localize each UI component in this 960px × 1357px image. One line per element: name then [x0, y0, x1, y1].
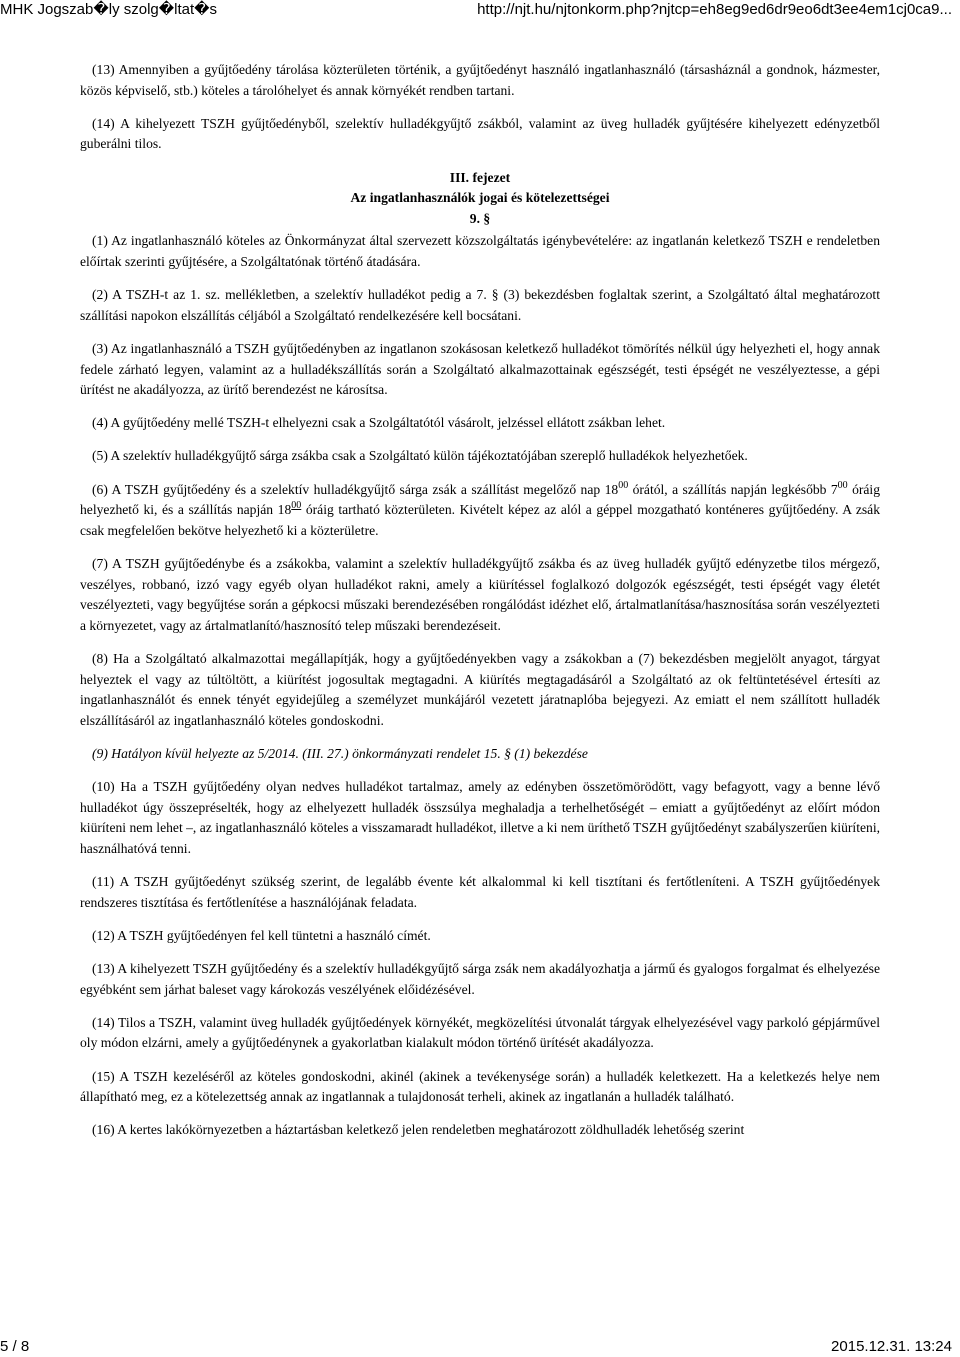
section-paragraph-1: (1) Az ingatlanhasználó köteles az Önkormányzat által szervezett közszolgáltatás igénybevételére: az ingatlanán keletkező TSZH e rendeletben előírtak szerinti gyűjtésére, a Szolgáltatónak történő átadására.	[80, 233, 880, 269]
s6-sup-3: 00	[291, 500, 302, 512]
section-paragraph-3: (3) Az ingatlanhasználó a TSZH gyűjtőedényben az ingatlanon szokásosan keletkező hulladékot tömörítés nélkül úgy helyezheti el, hogy annak fedele zárható legyen, valamint az a hulladékszállítás során a Szolgáltató alkalmazottainak egészségét, testi épségét ne veszélyeztesse, a gépi ürítést ne akadályozza, az ürítő berendezést ne károsítsa.	[80, 340, 880, 398]
section-paragraph-2: (2) A TSZH-t az 1. sz. mellékletben, a szelektív hulladékot pedig a 7. § (3) bekezdésben foglaltak szerint, a Szolgáltató által meghatározott szállítási napokon elszállítás céljából a Szolgáltató rendelkezésére kell bocsátani.	[80, 287, 880, 323]
print-timestamp: 2015.12.31. 13:24	[831, 1338, 952, 1355]
page-footer	[0, 1337, 960, 1357]
section-paragraph-13: (13) A kihelyezett TSZH gyűjtőedény és a szelektív hulladékgyűjtő sárga zsák nem akadályozhatja a jármű és gyalogos forgalmat és elhelyezése egyébként sem járhat baleset vagy károkozás veszélyének előidézésével.	[80, 961, 880, 997]
site-title: MHK Jogszab�ly szolg�ltat�s	[0, 1, 218, 18]
section-paragraph-11: (11) A TSZH gyűjtőedényt szükség szerint, de legalább évente két alkalommal ki kell tisztítani és fertőtleníteni. A TSZH gyűjtőedények rendszeres tisztítása és fertőtlenítése a használójának feladata.	[80, 874, 880, 910]
document-body	[80, 60, 880, 1154]
paragraph-14: (14) A kihelyezett TSZH gyűjtőedényből, szelektív hulladékgyűjtő zsákból, valamint az üveg hulladék gyűjtésére kihelyezett edényzetből guberálni tilos.	[80, 115, 880, 152]
section-paragraph-7: (7) A TSZH gyűjtőedénybe és a zsákokba, valamint a szelektív hulladékgyűjtő zsákba és az üveg hulladék gyűjtő edényzetbe tilos mérgező, veszélyes, robbanó, izzó vagy egyéb olyan hulladékot rakni, amely a kiürítéssel foglalkozó dolgozók egészségét, testi épségét vagy életét veszélyezteti, vagy begyűjtése során a gépkocsi műszaki berendezésében rongálódást idézhet elő, ártalmatlanítása/hasznosítása során veszélyezteti a környezetet, vagy az ártalmatlanító/hasznosító telep műszaki berendezéseit.	[80, 556, 880, 633]
s6-sup-2: 00	[837, 479, 848, 491]
s6-text-a: (6) A TSZH gyűjtőedény és a szelektív hulladékgyűjtő sárga zsák a szállítást megelőző nap 18	[92, 481, 619, 497]
section-paragraph-12: (12) A TSZH gyűjtőedényen fel kell tüntetni a használó címét.	[92, 927, 431, 943]
s6-text-c: óráig helyezhető ki, és a szállítás napján 18	[80, 481, 881, 518]
chapter-title: Az ingatlanhasználók jogai és kötelezettségei	[350, 190, 610, 206]
s6-sup-1: 00	[618, 479, 629, 491]
section-paragraph-9: (9) Hatályon kívül helyezte az 5/2014. (III. 27.) önkormányzati rendelet 15. § (1) bekezdése	[92, 745, 588, 761]
s6-text-d: óráig tartható közterületen. Kivételt képez az alól a géppel mozgatható konténeres gyűjtőedény. A zsák csak megfelelően bekötve helyezhető ki a közterületre.	[80, 502, 880, 538]
section-paragraph-15: (15) A TSZH kezeléséről az köteles gondoskodni, akinél (akinek a tevékenysége során) a hulladék keletkezett. Ha a keletkezés helye nem állapítható meg, ez a kötelezettség annak az ingatlannak a tulajdonosát terheli, akinek az ingatlanán a hulladék található.	[80, 1068, 880, 1105]
s6-text-b: órától, a szállítás napján legkésőbb 7	[628, 481, 838, 497]
chapter-number: III. fejezet	[449, 169, 511, 185]
section-paragraph-16: (16) A kertes lakókörnyezetben a háztartásban keletkező jelen rendeletben meghatározott zöldhulladék lehetőség szerint	[92, 1122, 745, 1138]
section-paragraph-8: (8) Ha a Szolgáltató alkalmazottai megállapítják, hogy a gyűjtőedényekben vagy a zsákokban a (7) bekezdésben megjelölt anyagot, tárgyat helyeztek el vagy az túltöltött, a kiürítést jogosultak megtagadni. A kiürítés megtagadásáról a Szolgáltató az ok feltüntetésével értesíti az ingatlanhasználót és ennek tényét egyidejűleg a személyzet munkájáról vezetett járatnaplóba bejegyezi. Az emiatt el nem szállított hulladék elszállításáról az ingatlanhasználó köteles gondoskodni.	[80, 651, 880, 728]
section-paragraph-14: (14) Tilos a TSZH, valamint üveg hulladék gyűjtőedények környékét, megközelítési útvonalát tárgyak elhelyezésével vagy parkoló gépjárművel oly módon elzárni, amely a gyűjtőedénynek a gyakorlatban kialakult módon történő ürítését akadályozza.	[80, 1014, 880, 1051]
section-paragraph-4: (4) A gyűjtőedény mellé TSZH-t elhelyezni csak a Szolgáltatótól vásárolt, jelzéssel ellátott zsákban lehet.	[92, 415, 666, 431]
section-paragraph-6	[80, 480, 880, 542]
section-number: 9. §	[469, 210, 491, 226]
page-number: 5 / 8	[0, 1338, 30, 1355]
page-url[interactable]: http://njt.hu/njtonkorm.php?njtcp=eh8eg9ed6dr9eo6dt3ee4em1cj0ca9...	[477, 1, 952, 18]
paragraph-13: (13) Amennyiben a gyűjtőedény tárolása közterületen történik, a gyűjtőedényt használó ingatlanhasználó (társasháznál a gondnok, házmester, közös képviselő, stb.) köteles a tárolóhelyet és annak környékét rendben tartani.	[80, 62, 880, 98]
page-header	[0, 0, 960, 24]
section-paragraph-5: (5) A szelektív hulladékgyűjtő sárga zsákba csak a Szolgáltató külön tájékoztatójában szereplő hulladékok helyezhetőek.	[92, 448, 748, 464]
section-paragraph-10: (10) Ha a TSZH gyűjtőedény olyan nedves hulladékot tartalmaz, amely az edényben összetömörödött, vagy befagyott, vagy a benne lévő hulladékot úgy összepréselték, hogy az elhelyezett hulladék összsúlya meghaladja a terhelhetőségét – emiatt a gyűjtőedényt az előírt módon kiüríteni nem lehet –, az ingatlanhasználó köteles a visszamaradt hulladékot, illetve a ki nem üríthető TSZH gyűjtőedényt szabályszerűen kiüríteni, használhatóvá tenni.	[80, 779, 880, 856]
